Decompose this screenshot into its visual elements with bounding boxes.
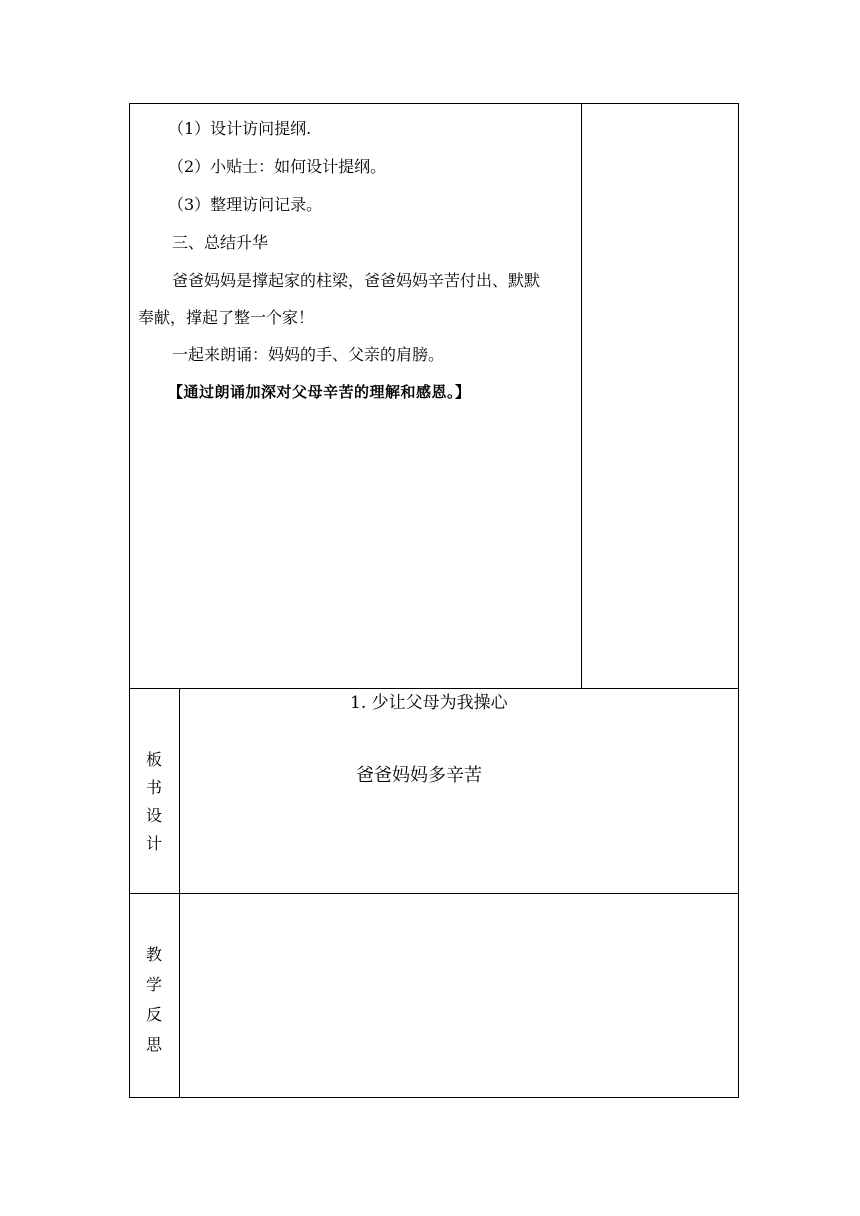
board-label-char-1: 板 (145, 750, 162, 769)
content-p6: 一起来朗诵：妈妈的手、父亲的肩膀。 (172, 345, 445, 364)
content-p5-line1: 爸爸妈妈是撑起家的柱梁，爸爸妈妈辛苦付出、默默 (172, 271, 541, 290)
board-label-char-4: 计 (145, 834, 162, 853)
notes-column-divider (581, 103, 582, 689)
section-heading: 三、总结升华 (172, 233, 269, 252)
reflection-label-char-4: 思 (145, 1035, 162, 1054)
content-p5-line2: 奉献，撑起了整一个家！ (138, 308, 315, 327)
content-p3: （3）整理访问记录。 (168, 195, 323, 214)
board-label-char-2: 书 (145, 778, 162, 797)
reflection-label (129, 940, 179, 1060)
board-title: 1. 少让父母为我操心 (350, 693, 508, 713)
board-subtitle: 爸爸妈妈多辛苦 (356, 765, 482, 786)
reflection-label-char-3: 反 (145, 1005, 162, 1024)
reflection-label-char-2: 学 (145, 975, 162, 994)
board-label-char-3: 设 (145, 806, 162, 825)
reflection-label-char-1: 教 (145, 945, 162, 964)
row-divider-reflection (129, 893, 739, 894)
board-design-label (129, 746, 179, 858)
content-p1: （1）设计访问提纲. (168, 119, 312, 138)
label-column-divider (179, 688, 180, 1098)
teaching-note: 【通过朗诵加深对父母辛苦的理解和感恩。】 (168, 383, 471, 401)
content-p2: （2）小贴士：如何设计提纲。 (168, 157, 387, 176)
row-divider-board (129, 688, 739, 689)
